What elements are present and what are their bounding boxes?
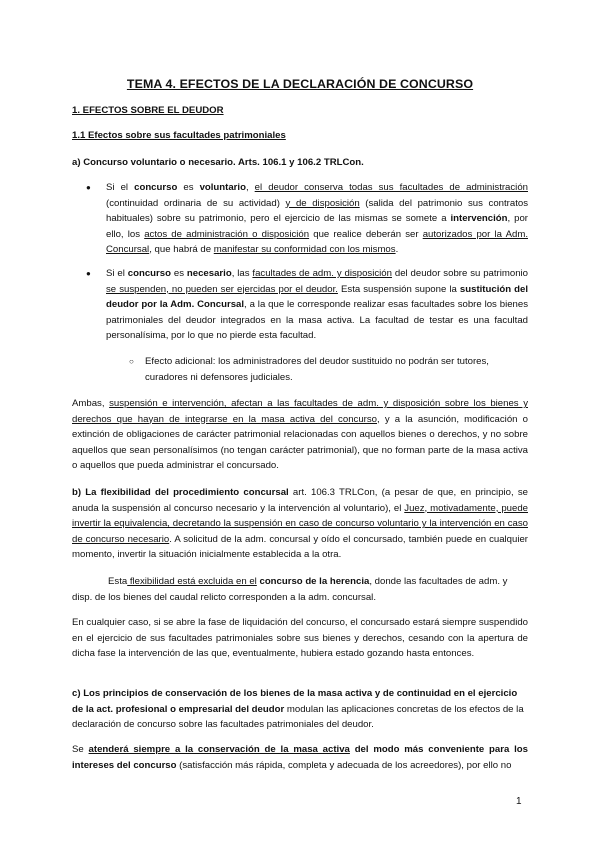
circle-bullet-icon: ○ [129,357,134,366]
bullet-icon: ● [86,183,91,192]
bullet-voluntario: Si el concurso es voluntario, el deudor conserva todas sus facultades de administración (continuidad ordinaria de su actividad) y de disposición (salida del patrimonio sus contratos habituales) sobre su patrimonio, pero el ejercicio de las mismas se somete a intervención, por ello, los actos de administración o disposición que realice deberán ser autorizados por la Adm. Concursal, que habrá de manifestar su conformidad con los mismos. [106,182,528,256]
paragraph-conservacion: Se atenderá siempre a la conservación de la masa activa del modo más conveniente para los intereses del concurso (satisfacción más rápida, completa y adecuada de los acreedores), por ello no [72,744,528,771]
bullet-necesario: Si el concurso es necesario, las facultades de adm. y disposición del deudor sobre su patrimonio se suspenden, no pueden ser ejercidas por el deudor. Esta suspensión supone la sustitución del deudor por la Adm. Concursal, a la que le corresponde realizar esas facultades sobre los bienes patrimoniales del deudor integrados en la masa activa. La facultad de testar es una facultad personalísima, por lo que no pierde esta facultad. [106,268,529,342]
paragraph-flexibilidad-excluida: Esta flexibilidad está excluida en el concurso de la herencia, donde las facultades de adm. y disp. de los bienes del caudal relicto corresponden a la adm. concursal. [72,576,508,603]
bullet-icon: ● [86,269,91,278]
sub-bullet-efecto-adicional: Efecto adicional: los administradores del deudor sustituido no podrán ser tutores, curadores ni defensores judiciales. [145,356,489,383]
subheading-a: a) Concurso voluntario o necesario. Arts. 106.1 y 106.2 TRLCon. [72,157,364,168]
page-number: 1 [516,796,522,807]
page-title: TEMA 4. EFECTOS DE LA DECLARACIÓN DE CONCURSO [126,77,474,91]
section-heading-1: 1. EFECTOS SOBRE EL DEUDOR [72,105,224,116]
paragraph-liquidacion: En cualquier caso, si se abre la fase de liquidación del concurso, el concursado estará siempre suspendido en el ejercicio de sus facultades patrimoniales sobre sus bienes y derechos, cesando con la apertura de dicha fase la intervención de las que, eventualmente, hubiera estado gozando hasta entonces. [72,617,528,660]
section-heading-1-1: 1.1 Efectos sobre sus facultades patrimoniales [72,130,286,141]
paragraph-ambas: Ambas, suspensión e intervención, afectan a las facultades de adm. y disposición sobre los bienes y derechos que hayan de integrarse en la masa activa del concurso, y a la asunción, modificación o extinción de obligaciones de carácter patrimonial relacionadas con aquellos bienes o derechos, y no sobre aquellos que sean personalísimos (no tengan carácter patrimonial), que no forman parte de la masa activa o aquellos que pueda administrar el concursado. [72,398,528,472]
paragraph-c-principios: c) Los principios de conservación de los bienes de la masa activa y de continuidad en el ejercicio de la act. profesional o empresarial del deudor modulan las aplicaciones concretas de los efectos de la declaración de concurso sobre las facultades patrimoniales del deudor. [72,688,524,731]
paragraph-b-flexibilidad: b) La flexibilidad del procedimiento concursal art. 106.3 TRLCon, (a pesar de que, en principio, se anuda la suspensión al concurso necesario y la intervención al voluntario), el Juez, motivadamente, puede invertir la equivalencia, decretando la suspensión en caso de concurso voluntario y la intervención en caso de concurso necesario. A solicitud de la adm. concursal y oído el concursado, también puede en cualquier momento, invertir la situación inicialmente establecida a la otra. [72,487,529,561]
